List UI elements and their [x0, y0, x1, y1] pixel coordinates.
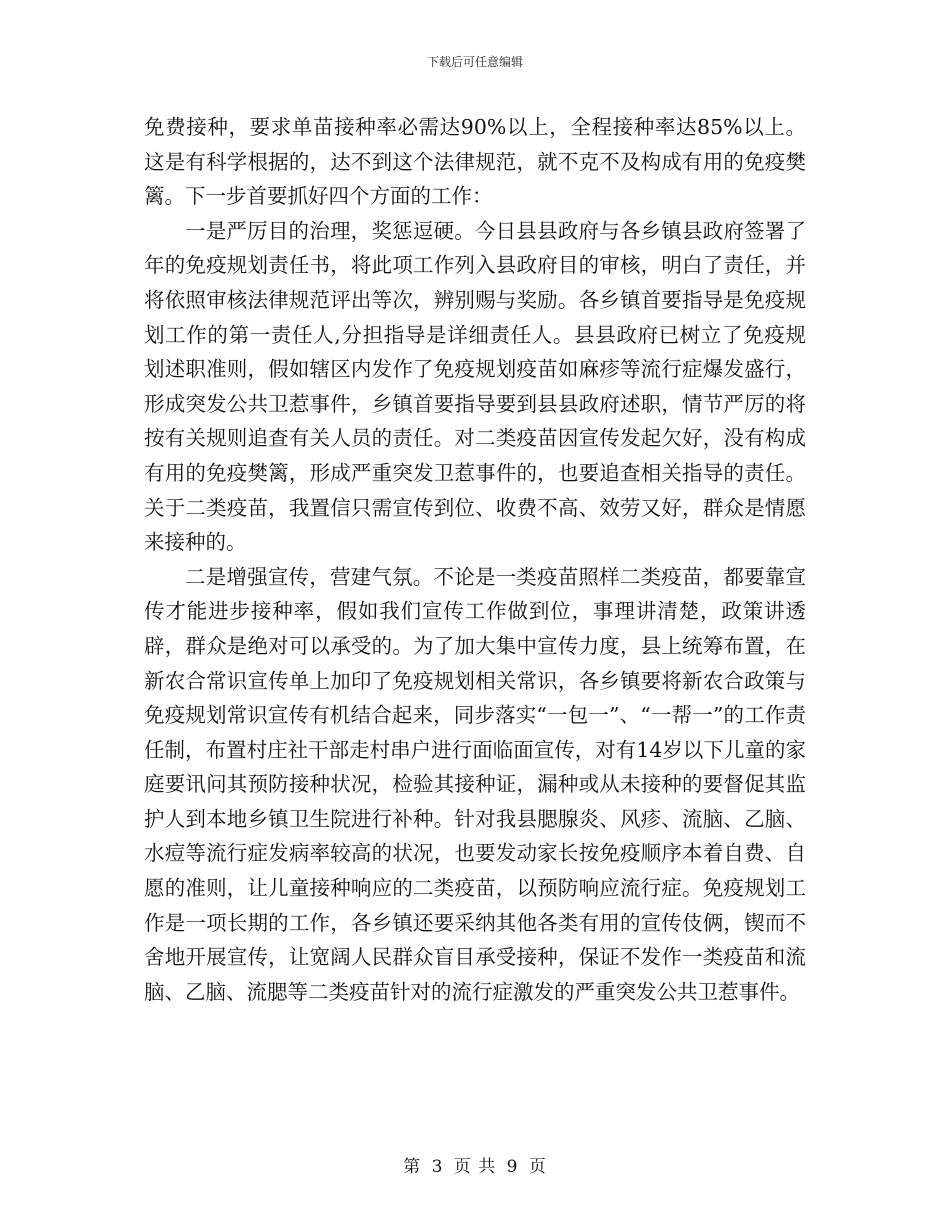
footer-prefix: 第	[403, 1157, 422, 1177]
page-footer	[0, 1156, 950, 1178]
footer-middle: 页 共	[453, 1157, 497, 1177]
page-header: 下载后可任意编辑	[426, 55, 523, 69]
current-page-number: 3	[431, 1157, 444, 1177]
total-page-count: 9	[506, 1157, 519, 1177]
paragraph-target-management: 一是严厉目的治理，奖惩逗硬。今日县县政府与各乡镇县政府签署了年的免疫规划责任书，将此项工作列入县政府目的审核，明白了责任，并将依照审核法律规范评出等次，辨别赐与奖励。各乡镇首要指导是免疫规划工作的第一责任人,分担指导是详细责任人。县县政府已树立了免疫规划述职准则，假如辖区内发作了免疫规划疫苗如麻疹等流行症爆发盛行，形成突发公共卫惹事件，乡镇首要指导要到县县政府述职，情节严厉的将按有关规则追查有关人员的责任。对二类疫苗因宣传发起欠好，没有构成有用的免疫樊篱，形成严重突发卫惹事件的，也要追查相关指导的责任。关于二类疫苗，我置信只需宣传到位、收费不高、效劳又好，群众是情愿来接种的。	[144, 218, 806, 555]
paragraph-publicity: 二是增强宣传，营建气氛。不论是一类疫苗照样二类疫苗，都要靠宣传才能进步接种率，假如我们宣传工作做到位，事理讲清楚，政策讲透辟，群众是绝对可以承受的。为了加大集中宣传力度，县上统筹布置，在新农合常识宣传单上加印了免疫规划相关常识，各乡镇要将新农合政策与免疫规划常识宣传有机结合起来，同步落实“一包一”、“一帮一”的工作责任制，布置村庄社干部走村串户进行面临面宣传，对有14岁以下儿童的家庭要讯问其预防接种状况，检验其接种证，漏种或从未接种的要督促其监护人到本地乡镇卫生院进行补种。针对我县腮腺炎、风疹、流脑、乙脑、水痘等流行症发病率较高的状况，也要发动家长按免疫顺序本着自费、自愿的准则，让儿童接种响应的二类疫苗，以预防响应流行症。免疫规划工作是一项长期的工作，各乡镇还要采纳其他各类有用的宣传伎俩，锲而不舍地开展宣传，让宽阔人民群众盲目承受接种，保证不发作一类疫苗和流脑、乙脑、流腮等二类疫苗针对的流行症激发的严重突发公共卫惹事件。	[144, 564, 806, 1004]
footer-suffix: 页	[528, 1157, 547, 1177]
document-body	[144, 110, 806, 1009]
paragraph-continuation: 免费接种，要求单苗接种率必需达90%以上，全程接种率达85%以上。这是有科学根据的，达不到这个法律规范，就不克不及构成有用的免疫樊篱。下一步首要抓好四个方面的工作：	[144, 115, 806, 209]
